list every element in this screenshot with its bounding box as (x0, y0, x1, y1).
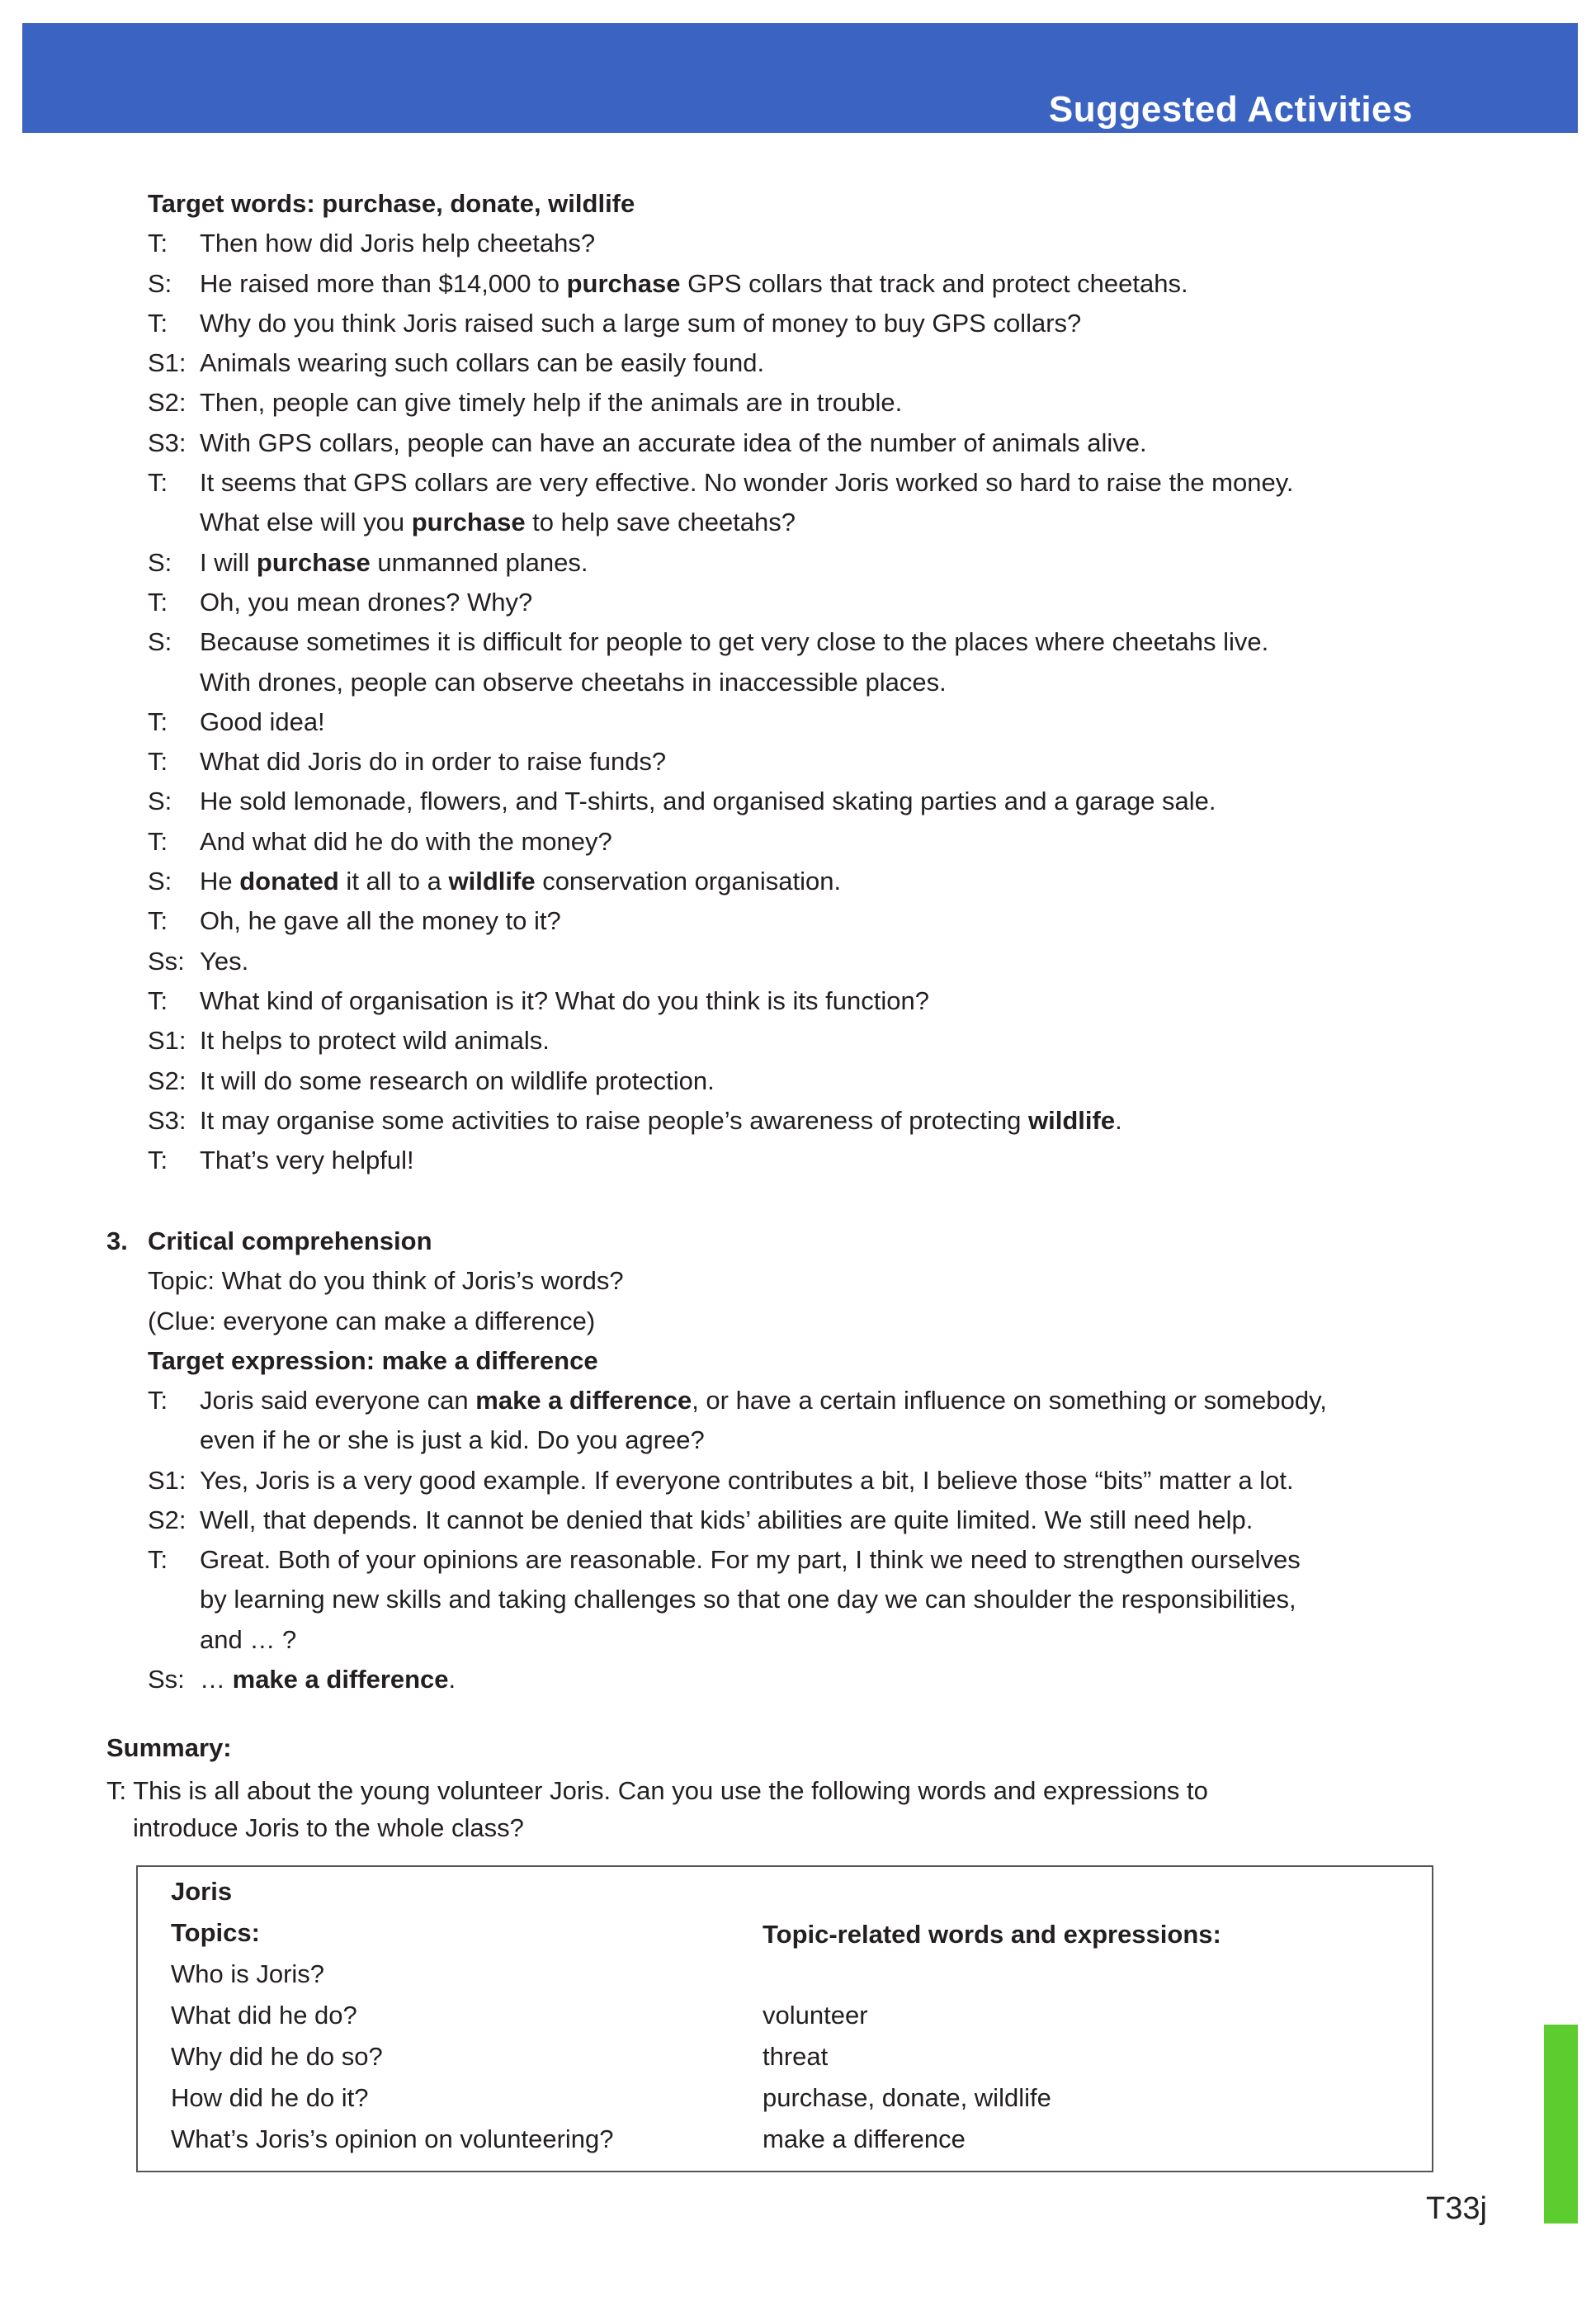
summary-box (136, 1865, 1433, 2172)
speaker-label: S1: (148, 348, 187, 378)
line-text (200, 1461, 1294, 1500)
text-run: conservation organisation. (535, 867, 842, 896)
summary-line-2: introduce Joris to the whole class? (133, 1812, 524, 1842)
word-item: make a difference (763, 2124, 966, 2153)
word-item: volunteer (763, 2001, 868, 2030)
text-run: Joris said everyone can (200, 1386, 476, 1415)
text-run: Then how did Joris help cheetahs? (200, 229, 596, 258)
text-run: , or have a certain influence on something or somebody, (692, 1386, 1327, 1415)
speaker-label: T: (148, 229, 168, 258)
text-run: even if he or she is just a kid. Do you agree? (200, 1425, 705, 1455)
line-text (200, 543, 588, 583)
text-run: I will (200, 547, 257, 577)
text-run: It seems that GPS collars are very effective. No wonder Joris worked so hard to raise the money. (200, 468, 1294, 498)
text-run: . (448, 1665, 456, 1694)
line-text (200, 1660, 456, 1699)
line-text (200, 1580, 1296, 1619)
text-run: GPS collars that track and protect cheetahs. (680, 268, 1188, 298)
topic-item: Who is Joris? (171, 1959, 325, 1988)
text-run: What did Joris do in order to raise funds? (200, 747, 667, 777)
text-run: With GPS collars, people can have an accurate idea of the number of animals alive. (200, 428, 1147, 457)
summary-heading: Summary: (106, 1733, 232, 1762)
page-number: T33j (1426, 2191, 1487, 2226)
speaker-label: T: (148, 985, 168, 1015)
text-run: . (1115, 1105, 1122, 1135)
text-run: Great. Both of your opinions are reasonable. For my part, I think we need to strengthen ourselves (200, 1545, 1301, 1575)
text-run: What kind of organisation is it? What do you think is its function? (200, 985, 929, 1015)
speaker-label: T: (148, 1545, 168, 1575)
text-run: it all to a (338, 867, 449, 896)
words-heading: Topic-related words and expressions: (763, 1920, 1221, 1949)
text-run: Good idea! (200, 707, 325, 736)
topic-item: Why did he do so? (171, 2042, 383, 2071)
summary-section (106, 1728, 1208, 1848)
bold-term: purchase (411, 508, 526, 537)
line-text (200, 702, 325, 742)
section-heading: Critical comprehension (148, 1226, 432, 1255)
speaker-label: S1: (148, 1465, 187, 1495)
line-text (200, 742, 666, 782)
line-text (200, 264, 1188, 304)
line-text (200, 822, 612, 862)
summary-line-1: T: This is all about the young volunteer Joris. Can you use the following words and expressions to (106, 1776, 1208, 1806)
speaker-label: S: (148, 627, 172, 657)
bold-term: wildlife (1028, 1105, 1116, 1135)
bold-term: purchase (566, 268, 681, 298)
speaker-label: S2: (148, 1066, 187, 1095)
clue-text: (Clue: everyone can make a difference) (148, 1306, 596, 1335)
text-run: It helps to protect wild animals. (200, 1026, 550, 1056)
text-run: Well, that depends. It cannot be denied that kids’ abilities are quite limited. We still need help. (200, 1505, 1254, 1534)
text-run: by learning new skills and taking challenges so that one day we can shoulder the responsibilities, (200, 1585, 1296, 1614)
bold-term: Target words: purchase, donate, wildlife (148, 189, 635, 218)
text-run: Yes, Joris is a very good example. If everyone contributes a bit, I believe those “bits” matter a lot. (200, 1465, 1294, 1495)
header-banner (22, 23, 1578, 133)
speaker-label: S1: (148, 1026, 187, 1056)
topic-item: What did he do? (171, 2001, 357, 2030)
word-item: threat (763, 2042, 829, 2071)
bold-term: purchase (256, 547, 371, 577)
text-run: Why do you think Joris raised such a large sum of money to buy GPS collars? (200, 308, 1082, 338)
bold-term: make a difference (475, 1386, 692, 1415)
speaker-label: Ss: (148, 1665, 185, 1694)
line-text (200, 622, 1268, 662)
text-run: to help save cheetahs? (525, 508, 796, 537)
speaker-label: T: (148, 587, 168, 617)
line-text (200, 224, 595, 263)
line-text (200, 383, 902, 423)
box-title: Joris (171, 1877, 233, 1906)
speaker-label: T: (148, 747, 168, 777)
section-number: 3. (106, 1226, 128, 1255)
speaker-label: S: (148, 547, 172, 577)
speaker-label: T: (148, 906, 168, 936)
line-text (200, 1540, 1301, 1580)
line-text (200, 503, 796, 542)
speaker-label: S: (148, 787, 172, 816)
topic-item: What’s Joris’s opinion on volunteering? (171, 2124, 614, 2153)
line-text (200, 304, 1081, 343)
text-run: Then, people can give timely help if the animals are in trouble. (200, 388, 903, 418)
line-text (200, 1620, 296, 1660)
line-text (200, 463, 1294, 503)
line-text (200, 1381, 1327, 1420)
text-run: Yes. (200, 946, 249, 976)
text-run: He raised more than $14,000 to (200, 268, 567, 298)
line-text (200, 1420, 705, 1460)
speaker-label: S2: (148, 388, 187, 418)
topics-heading: Topics: (171, 1918, 260, 1947)
line-text (200, 862, 841, 901)
line-text (200, 1141, 414, 1180)
line-text (148, 184, 635, 224)
text-run: Oh, he gave all the money to it? (200, 906, 561, 936)
text-run: And what did he do with the money? (200, 826, 612, 856)
line-text (200, 981, 929, 1021)
bold-term: donated (239, 867, 339, 896)
speaker-label: T: (148, 1146, 168, 1175)
text-run: and … ? (200, 1624, 297, 1654)
speaker-label: T: (148, 826, 168, 856)
line-text (200, 663, 947, 702)
text-run: What else will you (200, 508, 412, 537)
bold-term: wildlife (448, 867, 536, 896)
speaker-label: T: (148, 1386, 168, 1415)
line-text (200, 942, 248, 981)
text-run: With drones, people can observe cheetahs in inaccessible places. (200, 667, 947, 697)
text-run: Because sometimes it is difficult for people to get very close to the places where cheetahs live. (200, 627, 1269, 657)
text-run: … (200, 1665, 233, 1694)
green-edge-tab (1544, 2025, 1578, 2224)
line-text (200, 583, 532, 622)
topic-text: Topic: What do you think of Joris’s words? (148, 1266, 624, 1296)
line-text (200, 1061, 715, 1101)
line-text (200, 1101, 1122, 1141)
line-text (200, 343, 764, 383)
line-text (200, 901, 561, 941)
text-run: That’s very helpful! (200, 1146, 414, 1175)
speaker-label: S3: (148, 428, 187, 457)
topic-item: How did he do it? (171, 2083, 369, 2112)
speaker-label: S2: (148, 1505, 187, 1534)
text-run: unmanned planes. (370, 547, 588, 577)
speaker-label: T: (148, 308, 168, 338)
text-run: Oh, you mean drones? Why? (200, 587, 533, 617)
line-text (200, 1021, 550, 1061)
speaker-label: T: (148, 468, 168, 498)
speaker-label: S3: (148, 1105, 187, 1135)
line-text (200, 782, 1216, 821)
word-item: purchase, donate, wildlife (763, 2083, 1051, 2112)
bold-term: make a difference (232, 1665, 449, 1694)
text-run: It will do some research on wildlife protection. (200, 1066, 715, 1095)
speaker-label: T: (148, 707, 168, 736)
speaker-label: Ss: (148, 946, 185, 976)
target-expression: Target expression: make a difference (148, 1345, 598, 1375)
speaker-label: S: (148, 268, 172, 298)
speaker-label: S: (148, 867, 172, 896)
text-run: It may organise some activities to raise people’s awareness of protecting (200, 1105, 1028, 1135)
text-run: He sold lemonade, flowers, and T-shirts, and organised skating parties and a garage sale. (200, 787, 1216, 816)
line-text (200, 423, 1147, 463)
section-title: Suggested Activities (1048, 89, 1413, 130)
line-text (200, 1500, 1253, 1540)
text-run: He (200, 867, 240, 896)
text-run: Animals wearing such collars can be easily found. (200, 348, 765, 378)
